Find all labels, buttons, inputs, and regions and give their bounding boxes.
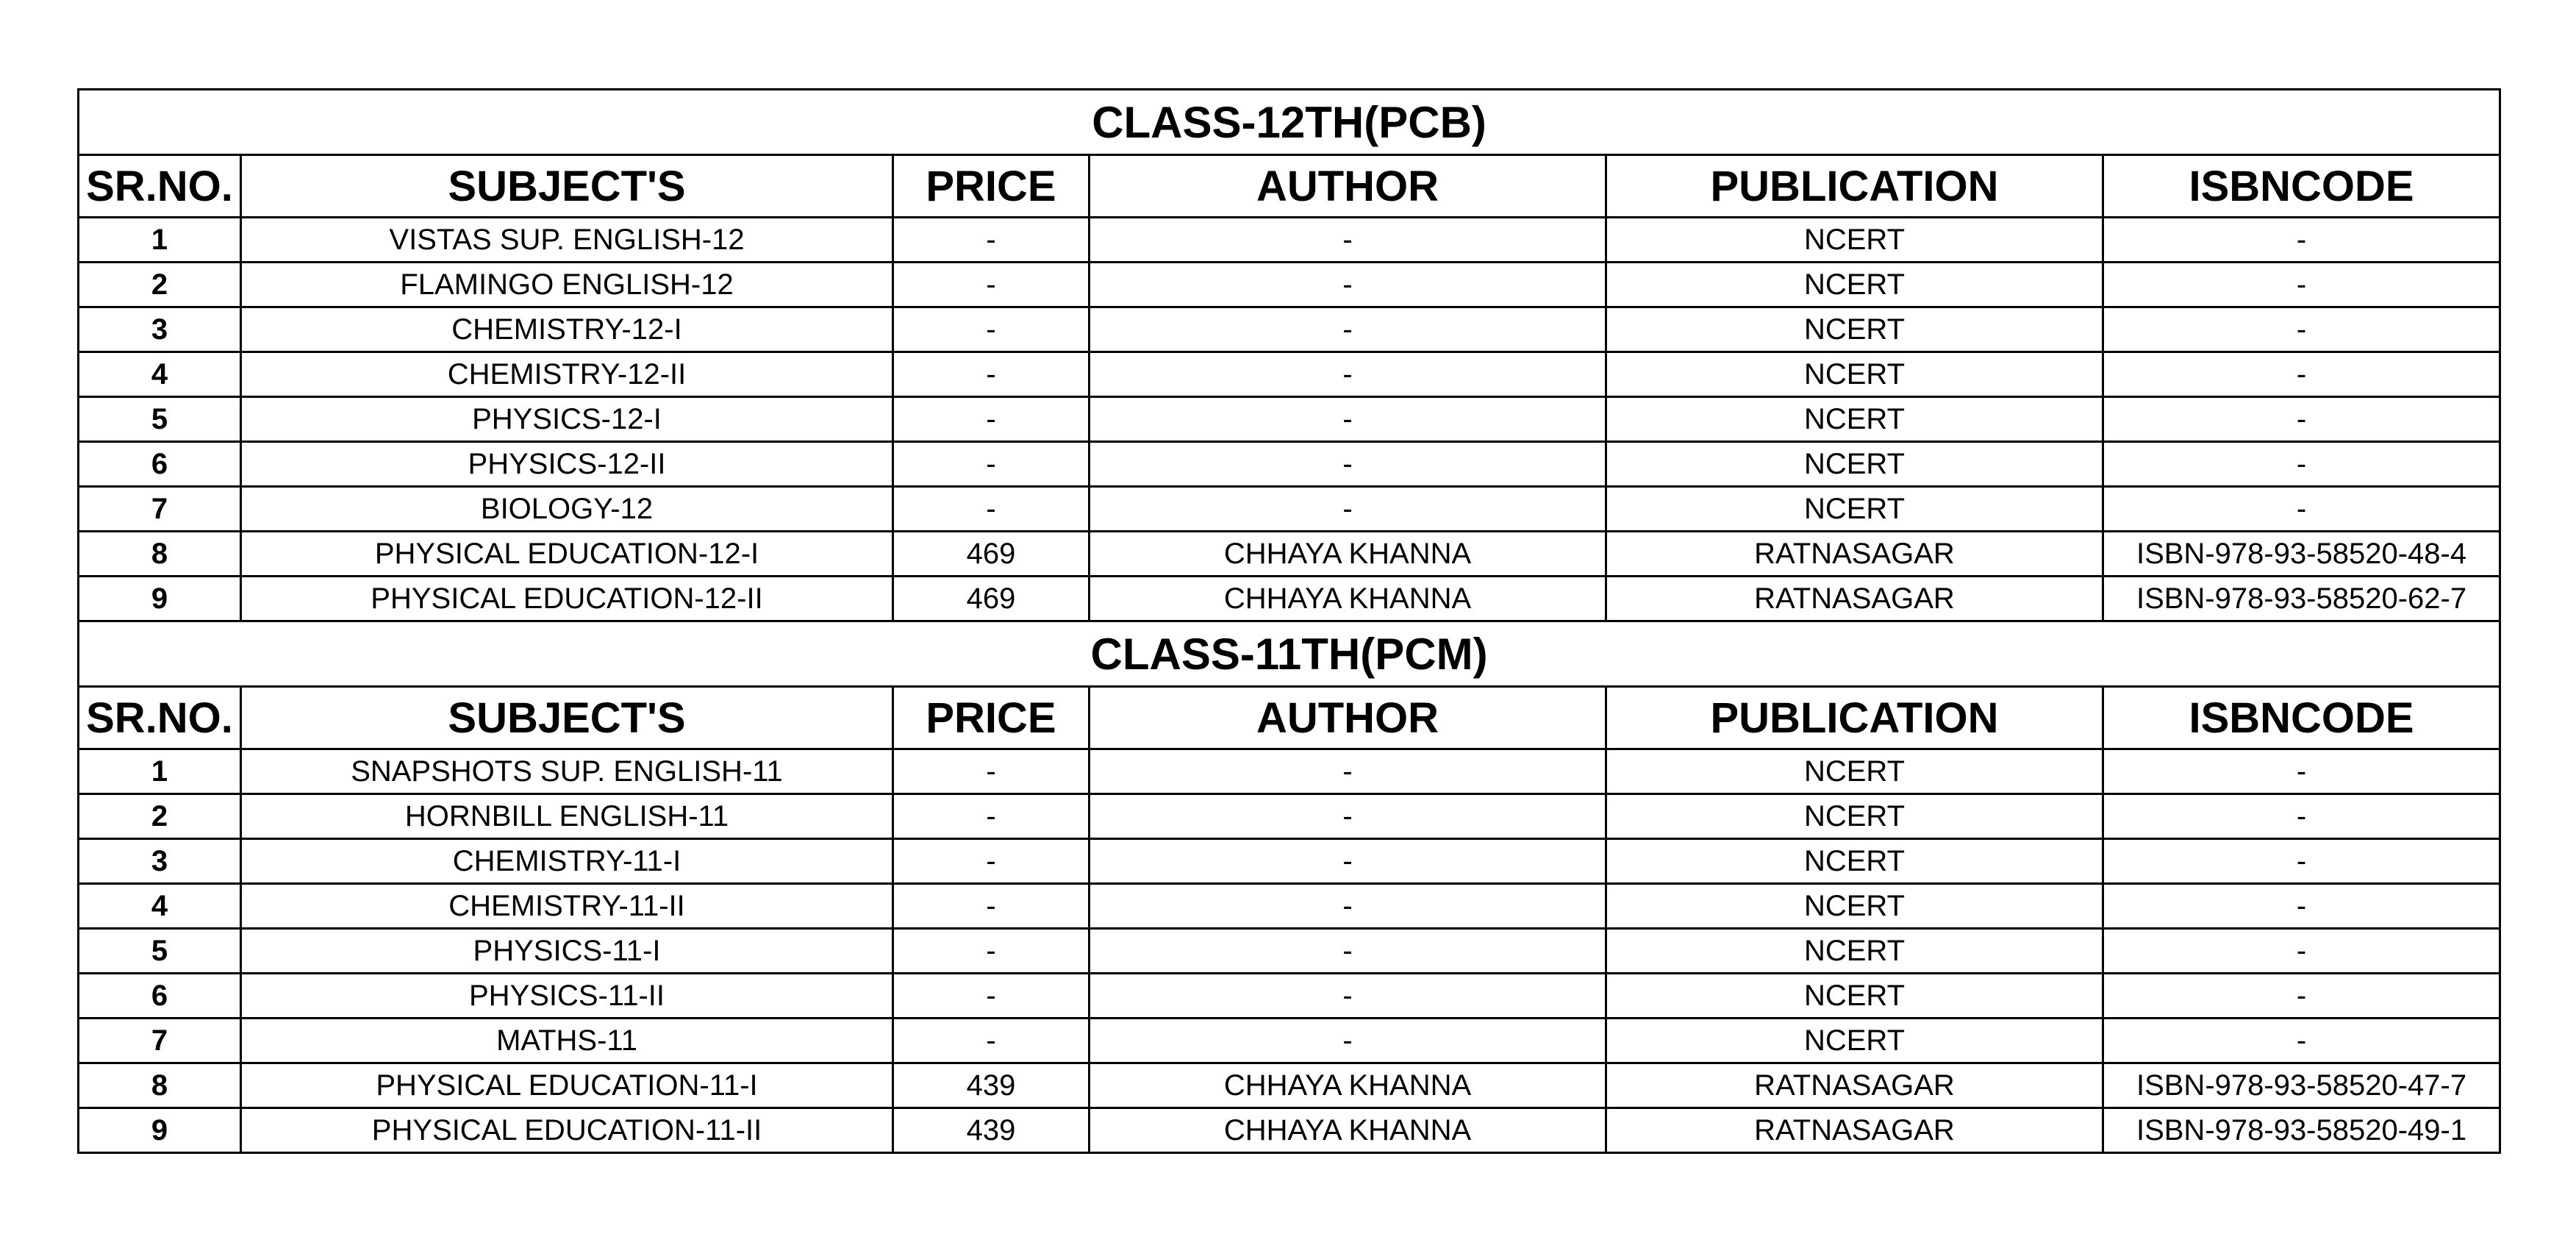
sr-no-cell: 6 (79, 974, 241, 1019)
table-row (79, 884, 2500, 929)
publication-cell: NCERT (1606, 442, 2103, 487)
publication-cell: RATNASAGAR (1606, 1108, 2103, 1153)
table-body (79, 90, 2500, 1153)
table-row (79, 263, 2500, 307)
publication-cell: RATNASAGAR (1606, 532, 2103, 577)
author-cell: CHHAYA KHANNA (1090, 532, 1606, 577)
author-cell: - (1090, 352, 1606, 397)
column-header-row (79, 155, 2500, 218)
column-header-price: PRICE (893, 155, 1090, 218)
price-cell: - (893, 794, 1090, 839)
price-cell: - (893, 218, 1090, 263)
subject-cell: MATHS-11 (241, 1019, 893, 1063)
author-cell: - (1090, 749, 1606, 794)
publication-cell: NCERT (1606, 929, 2103, 974)
table-row (79, 397, 2500, 442)
publication-cell: NCERT (1606, 974, 2103, 1019)
subject-cell: CHEMISTRY-12-II (241, 352, 893, 397)
isbn-code-cell: ISBN-978-93-58520-48-4 (2103, 532, 2500, 577)
author-cell: - (1090, 974, 1606, 1019)
sr-no-cell: 3 (79, 839, 241, 884)
price-cell: - (893, 974, 1090, 1019)
publication-cell: NCERT (1606, 794, 2103, 839)
subject-cell: PHYSICAL EDUCATION-11-I (241, 1063, 893, 1108)
author-cell: CHHAYA KHANNA (1090, 1108, 1606, 1153)
sr-no-cell: 1 (79, 749, 241, 794)
price-cell: 439 (893, 1108, 1090, 1153)
table-row (79, 1108, 2500, 1153)
sr-no-cell: 4 (79, 352, 241, 397)
subject-cell: FLAMINGO ENGLISH-12 (241, 263, 893, 307)
publication-cell: NCERT (1606, 218, 2103, 263)
subject-cell: HORNBILL ENGLISH-11 (241, 794, 893, 839)
publication-cell: NCERT (1606, 1019, 2103, 1063)
sr-no-cell: 3 (79, 307, 241, 352)
isbn-code-cell: - (2103, 352, 2500, 397)
column-header-price: PRICE (893, 687, 1090, 749)
author-cell: - (1090, 1019, 1606, 1063)
table-row (79, 577, 2500, 621)
table-row (79, 1019, 2500, 1063)
isbn-code-cell: - (2103, 442, 2500, 487)
table-row (79, 1063, 2500, 1108)
sr-no-cell: 7 (79, 1019, 241, 1063)
table-row (79, 307, 2500, 352)
subject-cell: CHEMISTRY-11-I (241, 839, 893, 884)
publication-cell: NCERT (1606, 884, 2103, 929)
publication-cell: RATNASAGAR (1606, 1063, 2103, 1108)
publication-cell: NCERT (1606, 397, 2103, 442)
author-cell: CHHAYA KHANNA (1090, 577, 1606, 621)
publication-cell: NCERT (1606, 263, 2103, 307)
column-header-sr-no: SR.NO. (79, 155, 241, 218)
subject-cell: PHYSICAL EDUCATION-12-II (241, 577, 893, 621)
sr-no-cell: 1 (79, 218, 241, 263)
isbn-code-cell: ISBN-978-93-58520-62-7 (2103, 577, 2500, 621)
isbn-code-cell: - (2103, 1019, 2500, 1063)
price-cell: - (893, 1019, 1090, 1063)
subject-cell: PHYSICS-12-II (241, 442, 893, 487)
author-cell: - (1090, 397, 1606, 442)
isbn-code-cell: - (2103, 749, 2500, 794)
subject-cell: PHYSICS-12-I (241, 397, 893, 442)
sr-no-cell: 5 (79, 397, 241, 442)
column-header-isbn-code: ISBNCODE (2103, 155, 2500, 218)
sr-no-cell: 5 (79, 929, 241, 974)
price-cell: 469 (893, 532, 1090, 577)
isbn-code-cell: - (2103, 884, 2500, 929)
publication-cell: NCERT (1606, 307, 2103, 352)
publication-cell: NCERT (1606, 839, 2103, 884)
publication-cell: RATNASAGAR (1606, 577, 2103, 621)
table-row (79, 487, 2500, 532)
price-cell: - (893, 749, 1090, 794)
isbn-code-cell: - (2103, 929, 2500, 974)
price-cell: - (893, 263, 1090, 307)
sr-no-cell: 2 (79, 263, 241, 307)
table-row (79, 839, 2500, 884)
table-row (79, 352, 2500, 397)
column-header-publication: PUBLICATION (1606, 155, 2103, 218)
author-cell: - (1090, 263, 1606, 307)
isbn-code-cell: ISBN-978-93-58520-49-1 (2103, 1108, 2500, 1153)
author-cell: - (1090, 487, 1606, 532)
price-cell: - (893, 929, 1090, 974)
publication-cell: NCERT (1606, 749, 2103, 794)
publication-cell: NCERT (1606, 487, 2103, 532)
author-cell: - (1090, 884, 1606, 929)
price-cell: - (893, 442, 1090, 487)
table-row (79, 929, 2500, 974)
subject-cell: CHEMISTRY-12-I (241, 307, 893, 352)
subject-cell: VISTAS SUP. ENGLISH-12 (241, 218, 893, 263)
column-header-isbn-code: ISBNCODE (2103, 687, 2500, 749)
isbn-code-cell: - (2103, 218, 2500, 263)
sr-no-cell: 9 (79, 577, 241, 621)
subject-cell: SNAPSHOTS SUP. ENGLISH-11 (241, 749, 893, 794)
sr-no-cell: 4 (79, 884, 241, 929)
author-cell: - (1090, 218, 1606, 263)
section-title: CLASS-11TH(PCM) (79, 621, 2500, 687)
author-cell: CHHAYA KHANNA (1090, 1063, 1606, 1108)
price-cell: 439 (893, 1063, 1090, 1108)
sr-no-cell: 6 (79, 442, 241, 487)
book-list-sheet (77, 88, 2499, 1154)
column-header-subject: SUBJECT'S (241, 155, 893, 218)
section-title-row (79, 90, 2500, 155)
table-row (79, 442, 2500, 487)
table-row (79, 794, 2500, 839)
sr-no-cell: 8 (79, 532, 241, 577)
isbn-code-cell: - (2103, 487, 2500, 532)
column-header-row (79, 687, 2500, 749)
price-cell: - (893, 397, 1090, 442)
price-cell: - (893, 307, 1090, 352)
column-header-publication: PUBLICATION (1606, 687, 2103, 749)
subject-cell: PHYSICS-11-I (241, 929, 893, 974)
isbn-code-cell: - (2103, 263, 2500, 307)
isbn-code-cell: - (2103, 974, 2500, 1019)
author-cell: - (1090, 839, 1606, 884)
section-title-row (79, 621, 2500, 687)
isbn-code-cell: - (2103, 397, 2500, 442)
table-row (79, 974, 2500, 1019)
sr-no-cell: 7 (79, 487, 241, 532)
book-list-table (77, 88, 2501, 1154)
author-cell: - (1090, 929, 1606, 974)
subject-cell: PHYSICAL EDUCATION-12-I (241, 532, 893, 577)
table-row (79, 218, 2500, 263)
table-row (79, 532, 2500, 577)
price-cell: - (893, 352, 1090, 397)
isbn-code-cell: - (2103, 839, 2500, 884)
subject-cell: BIOLOGY-12 (241, 487, 893, 532)
column-header-author: AUTHOR (1090, 155, 1606, 218)
isbn-code-cell: - (2103, 794, 2500, 839)
price-cell: 469 (893, 577, 1090, 621)
sr-no-cell: 9 (79, 1108, 241, 1153)
subject-cell: PHYSICS-11-II (241, 974, 893, 1019)
price-cell: - (893, 839, 1090, 884)
column-header-subject: SUBJECT'S (241, 687, 893, 749)
subject-cell: CHEMISTRY-11-II (241, 884, 893, 929)
publication-cell: NCERT (1606, 352, 2103, 397)
isbn-code-cell: ISBN-978-93-58520-47-7 (2103, 1063, 2500, 1108)
author-cell: - (1090, 307, 1606, 352)
author-cell: - (1090, 442, 1606, 487)
price-cell: - (893, 884, 1090, 929)
sr-no-cell: 2 (79, 794, 241, 839)
column-header-sr-no: SR.NO. (79, 687, 241, 749)
column-header-author: AUTHOR (1090, 687, 1606, 749)
subject-cell: PHYSICAL EDUCATION-11-II (241, 1108, 893, 1153)
price-cell: - (893, 487, 1090, 532)
table-row (79, 749, 2500, 794)
isbn-code-cell: - (2103, 307, 2500, 352)
section-title: CLASS-12TH(PCB) (79, 90, 2500, 155)
author-cell: - (1090, 794, 1606, 839)
sr-no-cell: 8 (79, 1063, 241, 1108)
